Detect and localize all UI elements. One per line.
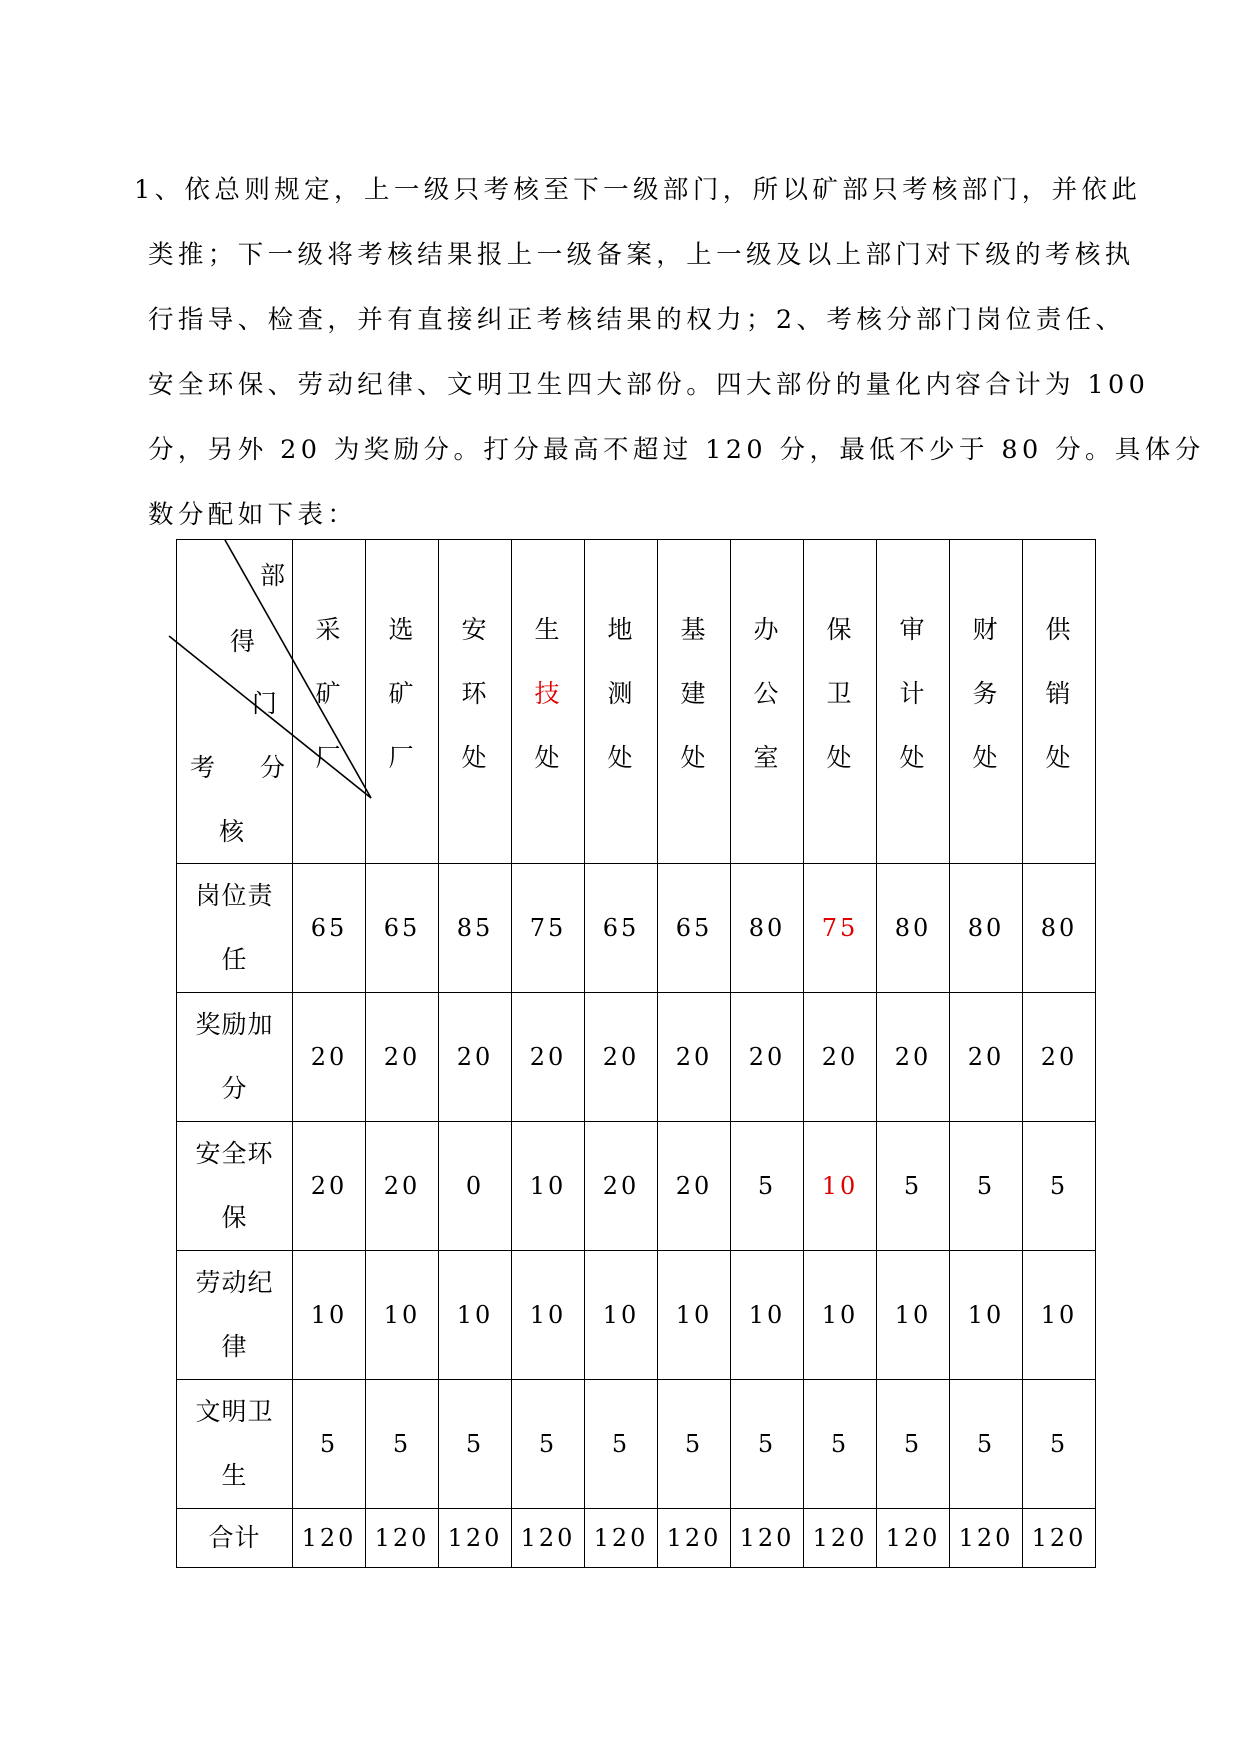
corner-score-char: 得 bbox=[230, 627, 258, 656]
score-cell: 80 bbox=[877, 864, 950, 993]
row-label-cell bbox=[177, 1251, 293, 1380]
score-cell: 5 bbox=[1023, 1122, 1096, 1251]
dept-name: 采 矿 厂 bbox=[315, 615, 343, 772]
score-cell: 10 bbox=[804, 1122, 877, 1251]
row-label-cell bbox=[177, 993, 293, 1122]
score-cell: 120 bbox=[731, 1509, 804, 1568]
score-cell: 10 bbox=[877, 1251, 950, 1380]
score-cell: 20 bbox=[1023, 993, 1096, 1122]
score-cell: 120 bbox=[366, 1509, 439, 1568]
row-label: 安全环保 bbox=[195, 1139, 274, 1232]
dept-name: 办 公 室 bbox=[753, 615, 781, 772]
row-label: 文明卫生 bbox=[195, 1397, 274, 1490]
score-cell: 65 bbox=[293, 864, 366, 993]
score-cell: 5 bbox=[512, 1380, 585, 1509]
score-cell: 75 bbox=[804, 864, 877, 993]
score-cell: 10 bbox=[804, 1251, 877, 1380]
dept-header bbox=[293, 540, 366, 864]
score-cell: 80 bbox=[731, 864, 804, 993]
score-cell: 5 bbox=[950, 1380, 1023, 1509]
score-cell: 20 bbox=[804, 993, 877, 1122]
corner-assess-char: 核 bbox=[219, 817, 247, 846]
intro-paragraph bbox=[134, 158, 1205, 548]
dept-name: 供 销 处 bbox=[1045, 615, 1073, 772]
dept-name: 安 环 处 bbox=[461, 615, 489, 772]
score-cell: 5 bbox=[585, 1380, 658, 1509]
score-cell: 120 bbox=[585, 1509, 658, 1568]
score-allocation-table bbox=[176, 539, 1096, 1568]
row-label-cell bbox=[177, 1122, 293, 1251]
dept-name: 审 计 处 bbox=[899, 615, 927, 772]
score-cell: 5 bbox=[731, 1122, 804, 1251]
score-cell: 5 bbox=[1023, 1380, 1096, 1509]
score-cell: 65 bbox=[658, 864, 731, 993]
score-cell: 65 bbox=[585, 864, 658, 993]
table-row bbox=[177, 993, 1096, 1122]
score-cell: 120 bbox=[293, 1509, 366, 1568]
score-cell: 120 bbox=[804, 1509, 877, 1568]
corner-assess-char: 考 bbox=[190, 753, 218, 782]
paragraph-line: 1、依总则规定，上一级只考核至下一级部门，所以矿部只考核部门，并依此 bbox=[134, 175, 1142, 205]
score-cell: 5 bbox=[293, 1380, 366, 1509]
score-cell: 20 bbox=[439, 993, 512, 1122]
row-label-cell bbox=[177, 1380, 293, 1509]
score-cell: 5 bbox=[877, 1380, 950, 1509]
score-cell: 10 bbox=[366, 1251, 439, 1380]
dept-header bbox=[512, 540, 585, 864]
score-cell: 10 bbox=[1023, 1251, 1096, 1380]
score-cell: 5 bbox=[366, 1380, 439, 1509]
score-cell: 10 bbox=[512, 1122, 585, 1251]
table-row bbox=[177, 1380, 1096, 1509]
score-cell: 65 bbox=[366, 864, 439, 993]
score-cell: 120 bbox=[439, 1509, 512, 1568]
score-cell: 120 bbox=[512, 1509, 585, 1568]
paragraph-line: 行指导、检查，并有直接纠正考核结果的权力；2、考核分部门岗位责任、 bbox=[148, 305, 1126, 335]
dept-header bbox=[731, 540, 804, 864]
dept-name: 选 矿 厂 bbox=[388, 615, 416, 772]
score-cell: 5 bbox=[658, 1380, 731, 1509]
dept-header bbox=[1023, 540, 1096, 864]
score-cell: 20 bbox=[293, 1122, 366, 1251]
table-corner-header bbox=[177, 540, 293, 864]
score-cell: 120 bbox=[950, 1509, 1023, 1568]
score-cell: 5 bbox=[439, 1380, 512, 1509]
score-cell: 10 bbox=[731, 1251, 804, 1380]
dept-header bbox=[366, 540, 439, 864]
score-cell: 20 bbox=[366, 993, 439, 1122]
score-cell: 120 bbox=[877, 1509, 950, 1568]
score-cell: 10 bbox=[439, 1251, 512, 1380]
score-cell: 5 bbox=[731, 1380, 804, 1509]
table-row bbox=[177, 1122, 1096, 1251]
score-cell: 20 bbox=[658, 1122, 731, 1251]
score-cell: 75 bbox=[512, 864, 585, 993]
score-cell: 20 bbox=[366, 1122, 439, 1251]
dept-name: 生 技 处 bbox=[534, 615, 562, 772]
dept-name: 基 建 处 bbox=[680, 615, 708, 772]
table-row bbox=[177, 1251, 1096, 1380]
score-cell: 20 bbox=[293, 993, 366, 1122]
row-label: 奖励加分 bbox=[195, 1010, 274, 1103]
score-cell: 5 bbox=[950, 1122, 1023, 1251]
score-cell: 20 bbox=[877, 993, 950, 1122]
score-cell: 85 bbox=[439, 864, 512, 993]
score-cell: 120 bbox=[1023, 1509, 1096, 1568]
dept-header bbox=[804, 540, 877, 864]
corner-dept-char: 部 bbox=[260, 561, 288, 590]
score-cell: 20 bbox=[585, 993, 658, 1122]
score-cell: 5 bbox=[804, 1380, 877, 1509]
score-cell: 0 bbox=[439, 1122, 512, 1251]
row-label-cell bbox=[177, 1509, 293, 1568]
score-cell: 10 bbox=[512, 1251, 585, 1380]
paragraph-line: 数分配如下表： bbox=[148, 500, 358, 530]
dept-name: 财 务 处 bbox=[972, 615, 1000, 772]
dept-name: 保 卫 处 bbox=[826, 615, 854, 772]
score-cell: 20 bbox=[658, 993, 731, 1122]
row-label: 劳动纪律 bbox=[195, 1268, 274, 1361]
dept-header bbox=[658, 540, 731, 864]
score-cell: 80 bbox=[1023, 864, 1096, 993]
dept-name: 地 测 处 bbox=[607, 615, 635, 772]
dept-header bbox=[439, 540, 512, 864]
score-cell: 20 bbox=[512, 993, 585, 1122]
corner-dept-char: 门 bbox=[252, 689, 280, 718]
paragraph-line: 分，另外 20 为奖励分。打分最高不超过 120 分，最低不少于 80 分。具体分 bbox=[148, 435, 1205, 465]
table-row bbox=[177, 864, 1096, 993]
score-cell: 80 bbox=[950, 864, 1023, 993]
dept-header bbox=[877, 540, 950, 864]
score-cell: 10 bbox=[950, 1251, 1023, 1380]
score-cell: 10 bbox=[293, 1251, 366, 1380]
dept-header bbox=[950, 540, 1023, 864]
score-cell: 10 bbox=[585, 1251, 658, 1380]
score-cell: 120 bbox=[658, 1509, 731, 1568]
dept-header bbox=[585, 540, 658, 864]
paragraph-line: 安全环保、劳动纪律、文明卫生四大部份。四大部份的量化内容合计为 100 bbox=[148, 370, 1150, 400]
paragraph-line: 类推；下一级将考核结果报上一级备案，上一级及以上部门对下级的考核执 bbox=[148, 240, 1135, 270]
corner-score-char: 分 bbox=[260, 753, 288, 782]
row-label: 岗位责任 bbox=[195, 881, 274, 974]
score-cell: 20 bbox=[585, 1122, 658, 1251]
score-cell: 20 bbox=[950, 993, 1023, 1122]
score-cell: 20 bbox=[731, 993, 804, 1122]
row-label-cell bbox=[177, 864, 293, 993]
score-cell: 10 bbox=[658, 1251, 731, 1380]
table-row bbox=[177, 1509, 1096, 1568]
score-cell: 5 bbox=[877, 1122, 950, 1251]
row-label: 合计 bbox=[208, 1523, 261, 1552]
